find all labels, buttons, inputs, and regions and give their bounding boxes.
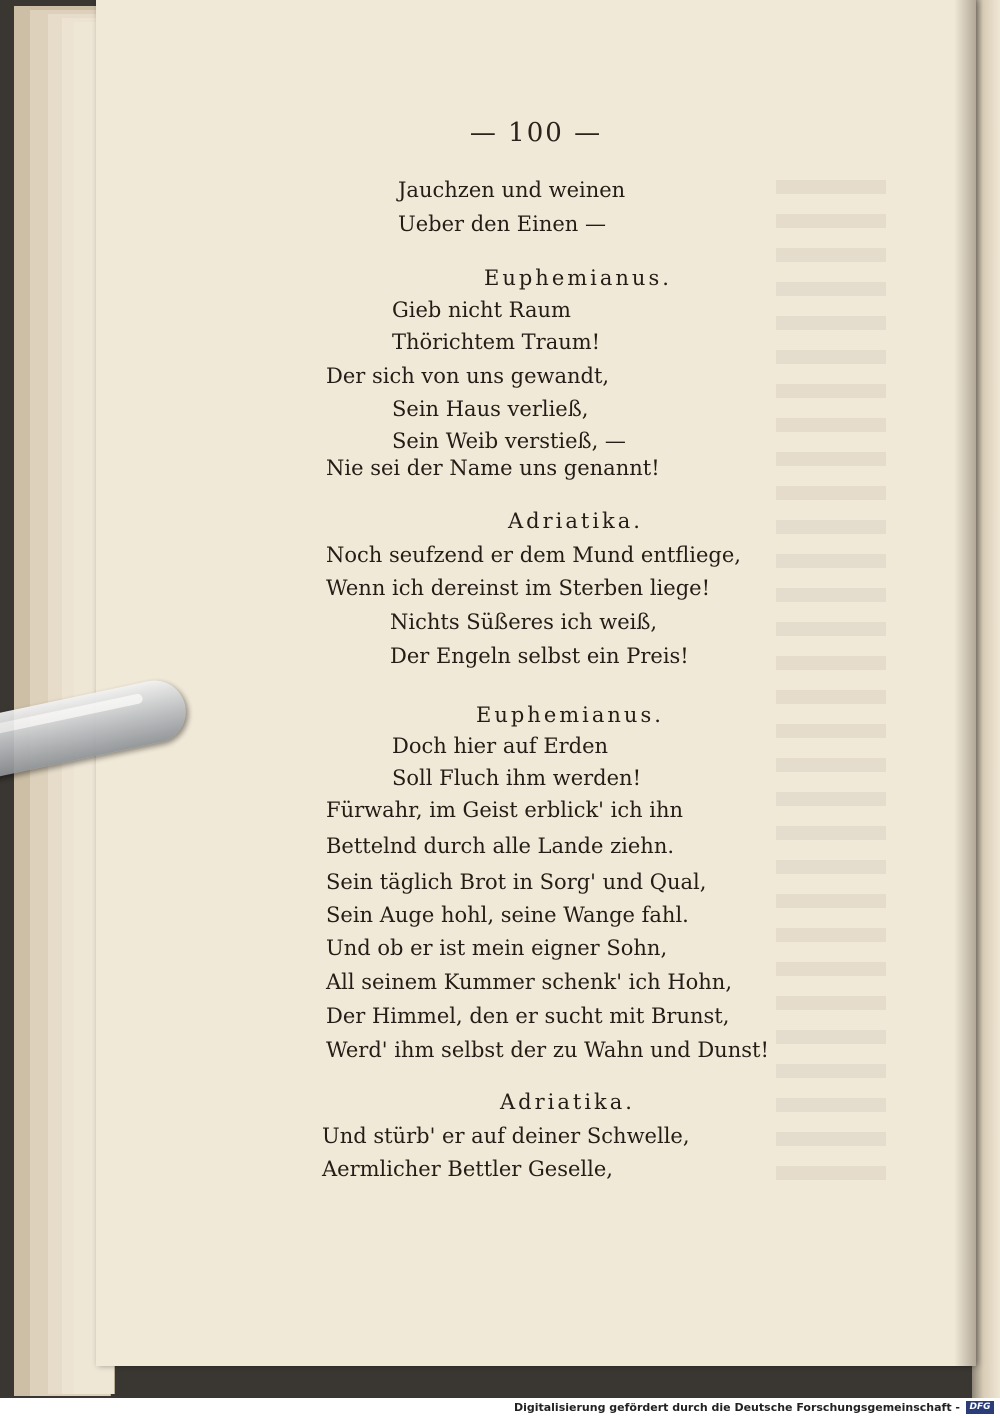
funding-credit: Digitalisierung gefördert durch die Deutsche Forschungsgemeinschaft - [513,1401,960,1414]
verse-line: Bettelnd durch alle Lande ziehn. [326,834,675,858]
dfg-logo: DFG [966,1401,994,1414]
verse-line: Thörichtem Traum! [392,330,601,354]
verse-line: Sein Auge hohl, seine Wange fahl. [326,903,689,927]
verse-line: Sein Haus verließ, [392,397,589,421]
verse-line: Und stürb' er auf deiner Schwelle, [322,1124,690,1148]
speaker-name: Euphemianus. [476,703,664,727]
ink-bleed-through [776,180,886,1180]
speaker-name: Euphemianus. [484,266,672,290]
verse-line: All seinem Kummer schenk' ich Hohn, [326,970,733,994]
verse-line: Sein Weib verstieß, — [392,429,626,453]
verse-line: Wenn ich dereinst im Sterben liege! [326,576,711,600]
verse-line: Ueber den Einen — [398,212,606,236]
facing-page-edge [972,0,1000,1398]
verse-line: Gieb nicht Raum [392,298,571,322]
verse-line: Aermlicher Bettler Geselle, [322,1157,613,1181]
verse-line: Der sich von uns gewandt, [326,364,610,388]
verse-line: Nichts Süßeres ich weiß, [390,610,658,634]
verse-line: Noch seufzend er dem Mund entfliege, [326,543,741,567]
gutter-shadow [954,0,976,1366]
verse-line: Der Himmel, den er sucht mit Brunst, [326,1004,730,1028]
page-number: — 100 — [469,118,603,148]
verse-line: Und ob er ist mein eigner Sohn, [326,936,668,960]
verse-line: Doch hier auf Erden [392,734,609,758]
verse-line: Jauchzen und weinen [398,178,626,202]
speaker-name: Adriatika. [508,509,643,533]
verse-line: Fürwahr, im Geist erblick' ich ihn [326,798,684,822]
book-page [96,0,976,1366]
verse-line: Soll Fluch ihm werden! [392,766,642,790]
digitization-footer [0,1398,1000,1418]
verse-line: Nie sei der Name uns genannt! [326,456,660,480]
verse-line: Werd' ihm selbst der zu Wahn und Dunst! [326,1038,769,1062]
speaker-name: Adriatika. [500,1090,635,1114]
verse-line: Sein täglich Brot in Sorg' und Qual, [326,870,707,894]
verse-line: Der Engeln selbst ein Preis! [390,644,689,668]
